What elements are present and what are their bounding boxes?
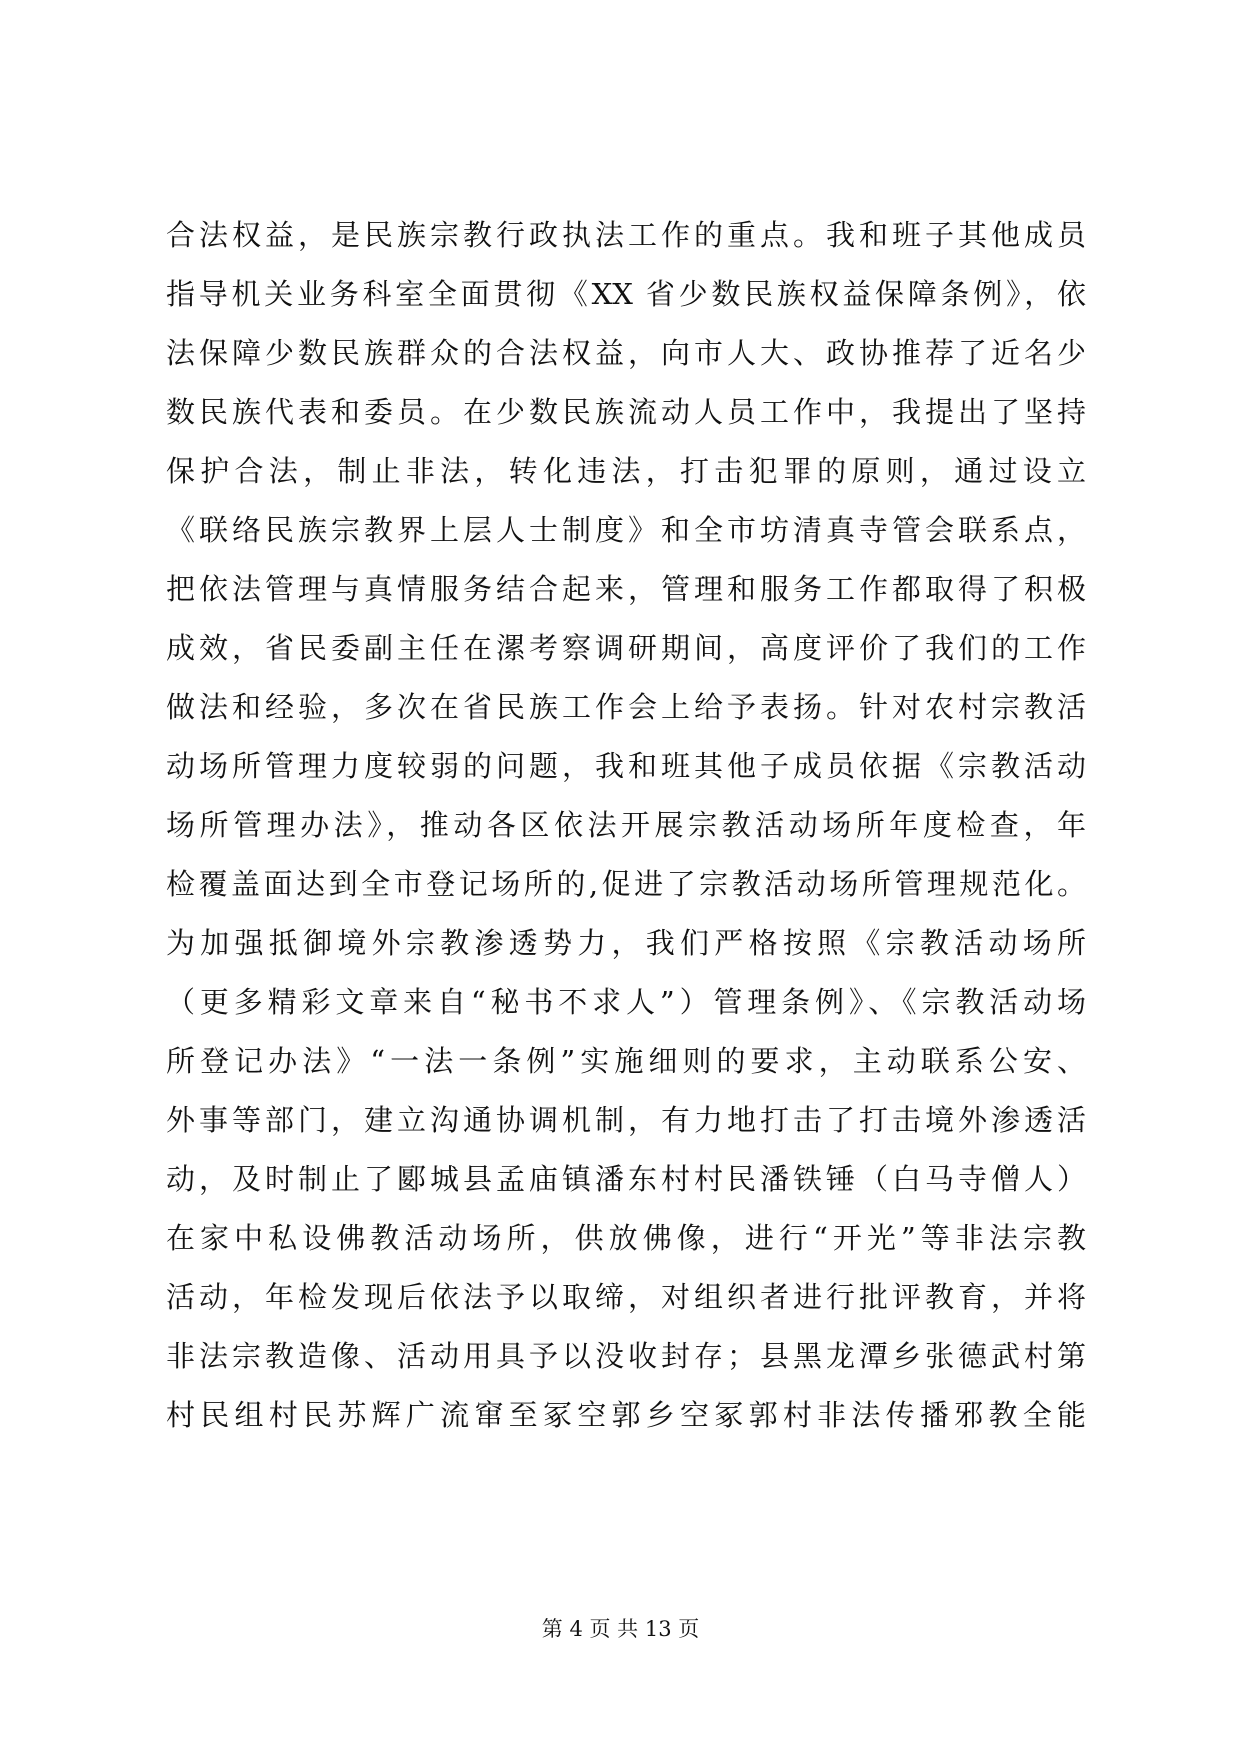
text-line: （更多精彩文章来自“秘书不求人”）管理条例》、《宗教活动场 bbox=[166, 985, 1086, 1019]
text-line: 场所管理办法》，推动各区依法开展宗教活动场所年度检查，年 bbox=[166, 808, 1086, 842]
text-line: 村民组村民苏辉广流窜至冢空郭乡空冢郭村非法传播邪教全能 bbox=[166, 1398, 1086, 1432]
text-line: 数民族代表和委员。在少数民族流动人员工作中，我提出了坚持 bbox=[166, 395, 1086, 429]
text-line: 外事等部门，建立沟通协调机制，有力地打击了打击境外渗透活 bbox=[166, 1103, 1086, 1137]
text-line: 成效，省民委副主任在漯考察调研期间，高度评价了我们的工作 bbox=[166, 631, 1086, 665]
text-line: 在家中私设佛教活动场所，供放佛像，进行“开光”等非法宗教 bbox=[166, 1221, 1086, 1255]
text-line: 合法权益，是民族宗教行政执法工作的重点。我和班子其他成员 bbox=[166, 218, 1086, 252]
text-line: 所登记办法》“一法一条例”实施细则的要求，主动联系公安、 bbox=[166, 1044, 1086, 1078]
body-text bbox=[166, 206, 1086, 1445]
text-line: 检覆盖面达到全市登记场所的,促进了宗教活动场所管理规范化。 bbox=[166, 867, 1086, 901]
text-line: 非法宗教造像、活动用具予以没收封存；县黑龙潭乡张德武村第 bbox=[166, 1339, 1086, 1373]
text-line: 做法和经验，多次在省民族工作会上给予表扬。针对农村宗教活 bbox=[166, 690, 1086, 724]
text-line: 指导机关业务科室全面贯彻《XX 省少数民族权益保障条例》，依 bbox=[166, 277, 1086, 311]
text-line: 活动，年检发现后依法予以取缔，对组织者进行批评教育，并将 bbox=[166, 1280, 1086, 1314]
text-line: 保护合法，制止非法，转化违法，打击犯罪的原则，通过设立 bbox=[166, 454, 1086, 488]
text-line: 为加强抵御境外宗教渗透势力，我们严格按照《宗教活动场所 bbox=[166, 926, 1086, 960]
text-line: 动场所管理力度较弱的问题，我和班其他子成员依据《宗教活动 bbox=[166, 749, 1086, 783]
text-line: 把依法管理与真情服务结合起来，管理和服务工作都取得了积极 bbox=[166, 572, 1086, 606]
text-line: 《联络民族宗教界上层人士制度》和全市坊清真寺管会联系点， bbox=[166, 513, 1086, 547]
text-line: 动，及时制止了郾城县孟庙镇潘东村村民潘铁锤（白马寺僧人） bbox=[166, 1162, 1086, 1196]
text-line: 法保障少数民族群众的合法权益，向市人大、政协推荐了近名少 bbox=[166, 336, 1086, 370]
page-number-footer: 第 4 页 共 13 页 bbox=[541, 1617, 700, 1641]
